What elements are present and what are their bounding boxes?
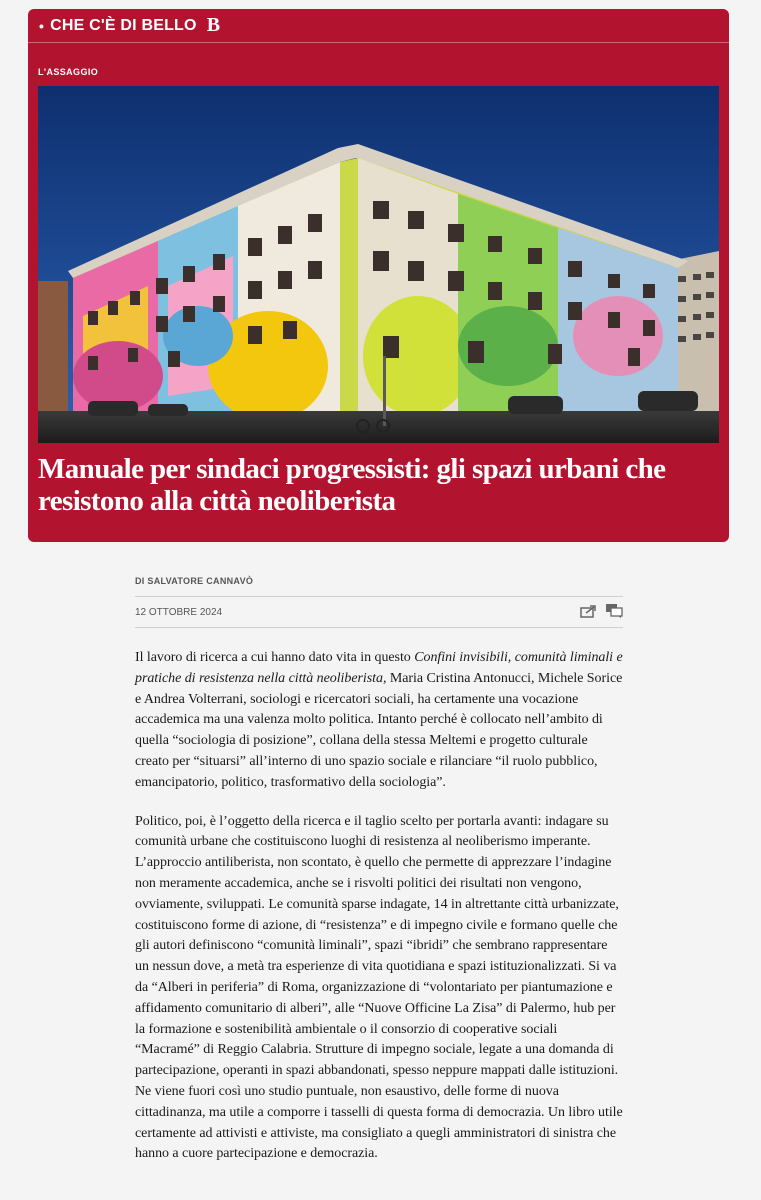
publish-date: 12 OTTOBRE 2024 (135, 606, 223, 618)
article-headline[interactable]: Manuale per sindaci progressisti: gli spazi urbani che resistono alla città neoliberista (38, 453, 666, 517)
article-text (135, 638, 623, 1165)
author-byline[interactable]: DI SALVATORE CANNAVÒ (135, 570, 623, 597)
brand-logo[interactable]: B (206, 14, 221, 36)
article-body (135, 570, 623, 1165)
meta-row (135, 597, 623, 628)
paragraph-1 (135, 638, 623, 794)
share-icon[interactable] (580, 604, 597, 621)
kicker-label[interactable]: L'ASSAGGIO (38, 67, 99, 77)
comment-icon[interactable] (605, 603, 623, 621)
paragraph-2: Politico, poi, è l’oggetto della ricerca e il taglio scelto per portarla avanti: indagare su comunità urbane che costituiscono luoghi di resistenza al neoliberismo imperante. L’approccio antiliberista, non scontato, è quello che permette di apprezzare l’indagine non meramente accademica, anche se i risvolti politici dei risultati non vengono, ovviamente, sviluppati. Le comunità sparse indagate, 14 in altrettante città urbanizzate, costituiscono forme di azione, di “resistenza” e di impegno civile e formano quelle che gli autori definiscono “comunità liminali”, spazi “ibridi” che sembrano rappresentare un nessun dove, a metà tra esperienze di vita quotidiana e spazi istituzionalizzati. Si va da “Alberi in periferia” di Roma, organizzazione di “volontariato per piantumazione e affidamento comunitario di alberi”, alle “Nuove Officine La Zisa” di Palermo, hub per la formazione e sostenibilità ambientale o il consorzio di cooperative sociali “Macramé” di Reggio Calabria. Strutture di impegno sociale, legate a una domanda di partecipazione, operanti in spazi abbandonati, spesso neppure mappati dalle istituzioni. Ne viene fuori così uno studio puntuale, non esaustivo, delle forme di nuova cittadinanza, ma utile a comporre i tasselli di questa forma di democrazia. Un libro utile certamente ad attivisti e attiviste, ma consigliato a quegli amministratori di sinistra che hanno a cuore partecipazione e democrazia. (135, 813, 623, 1162)
book-title: Confini invisibili, comunità liminali e pratiche di resistenza nella città neoliberista (135, 650, 623, 686)
section-header[interactable] (28, 9, 729, 43)
paragraph-1-intro: Il lavoro di ricerca a cui hanno dato vita in questo (135, 650, 415, 665)
hero-card[interactable] (28, 9, 729, 542)
meta-icons (580, 603, 623, 621)
paragraph-1-rest: , Maria Cristina Antonucci, Michele Sorice e Andrea Volterrani, sociologi e ricercatori sociali, ha certamente una vocazione accademica ma una valenza molto politica. Intanto perché è collocato nell’ambito di quella “sociologia di posizione”, collana della stessa Meltemi e progetto culturale creato per “situarsi” all’interno di uno spazio sociale e rilanciare “il ruolo pubblico, emancipatorio, politico, trasformativo della sociologia”. (135, 670, 623, 790)
section-title[interactable]: CHE C'È DI BELLO (50, 16, 197, 34)
photo-colorful-mural-building (38, 86, 719, 443)
hero-photo[interactable] (38, 86, 719, 443)
bullet: • (39, 17, 45, 34)
